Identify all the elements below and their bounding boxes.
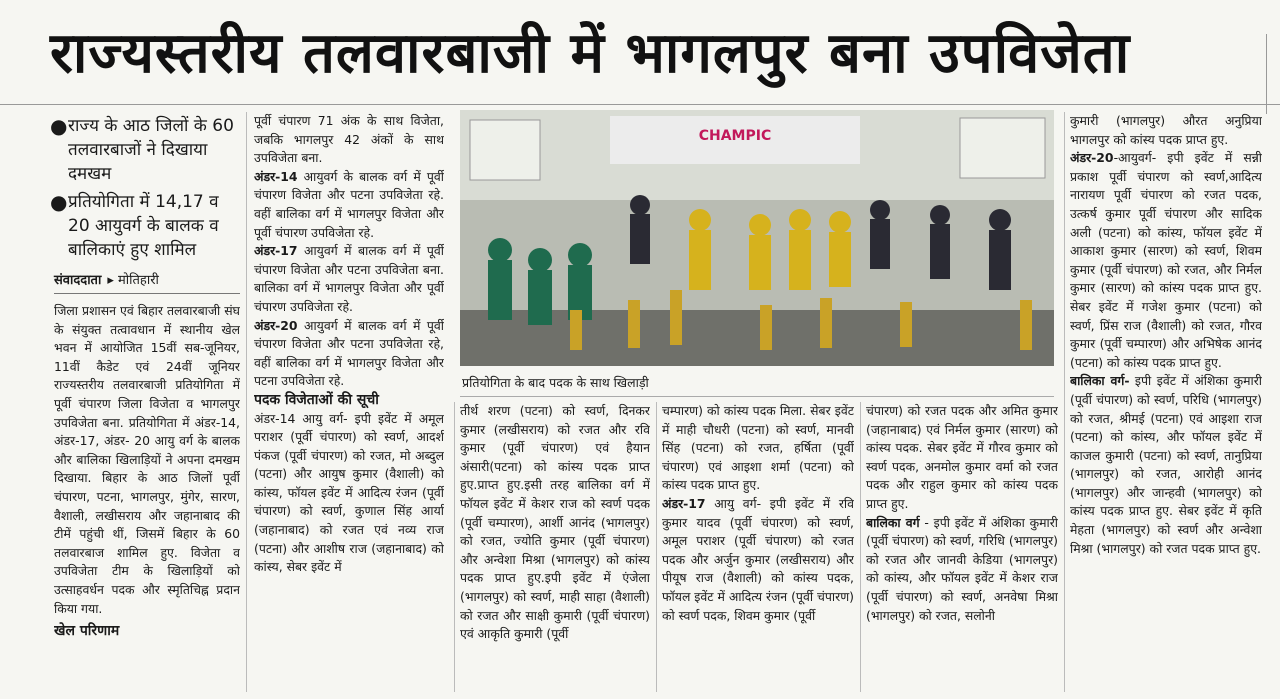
column-divider xyxy=(454,402,455,692)
caption-rule xyxy=(460,396,1054,397)
bullet-icon: ● xyxy=(50,190,68,214)
paragraph: इपी इवेंट में अंशिका कुमारी (पूर्वी चंपारण) को स्वर्ण, परिधि (भागलपुर) को रजत, श्रीमई (पटना) एवं आइशा राज (पटना) को कांस्य, और फॉयल इवेंट में काजल कुमारी (पटना) को स्वर्ण, तानुप्रिया (भागलपुर) को रजत, आरोही आनंद (भागलपुर) और जान्हवी (भागलपुर) को कांस्य पदक प्राप्त हुए. सेबर इवेंट में कृति मेहता (भागलपुर) को स्वर्ण और अन्वेशा मिश्रा (भागलपुर) को रजत पदक प्राप्त हुए. xyxy=(1070,373,1262,556)
column-1 xyxy=(54,302,240,694)
paragraph: - इपी इवेंट में अंशिका कुमारी (पूर्वी चंपारण) को स्वर्ण, गरिधि (भागलपुर) को रजत और जानवी केडिया (भागलपुर) को कांस्य, और फॉयल इवेंट में केशर राज (पूर्वी चंपारण) को स्वर्ण, अनवेषा मिश्रा (भागलपुर) को रजत, सलोनी xyxy=(866,514,1058,623)
paragraph: चम्पारण) को कांस्य पदक मिला. सेबर इवेंट में माही चौधरी (पटना) को स्वर्ण, मानवी सिंह (पटना) को रजत, हर्षिता (पूर्वी चंपारण) एवं आइशा शर्मा (पटना) को कांस्य पदक प्राप्त हुए. xyxy=(662,403,854,493)
paragraph: -आयुवर्ग- इपी इवेंट में सन्नी प्रकाश पूर्वी चंपारण को स्वर्ण,आदित्य नारायण पूर्वी चंपारण को रजत पदक, उत्कर्ष कुमार पूर्वी चंपारण और सादिक अली (पटना) को कांस्य, फॉयल इवेंट में आकाश कुमार (सारण) को स्वर्ण, शिवम कुमार (पूर्वी चंपारण) को रजत, और निर्मल कुमार (सारण) को कांस्य पदक प्राप्त हुए. सेबर इवेंट में गजेश कुमार (पटना) को स्वर्ण, प्रिंस राज (वैशाली) को रजत, गौरव कुमार (पूर्वी चम्पारण) और अभिषेक आनंद (पटना) को कांस्य पदक प्राप्त हुए. xyxy=(1070,150,1262,370)
column-3 xyxy=(460,402,650,692)
highlight-text: राज्य के आठ जिलों के 60 तलवारबाजों ने दिखाया दमखम xyxy=(68,116,234,184)
paragraph: आयुवर्ग में बालक वर्ग में पूर्वी चंपारण विजेता और पटना उपविजेता रहे, वहीं बालिका वर्ग में भागलपुर विजेता और पटना उपविजेता रहे. xyxy=(254,317,444,389)
team-photo-illustration xyxy=(460,110,1054,366)
byline-label: संवाददाता xyxy=(54,273,102,288)
column-2 xyxy=(254,112,444,692)
sub-label: अंडर-14 xyxy=(254,168,298,184)
column-4 xyxy=(662,402,854,692)
highlight-item xyxy=(50,114,240,186)
bullet-icon: ● xyxy=(50,114,68,138)
column-divider xyxy=(246,112,247,692)
highlight-text: प्रतियोगिता में 14,17 व 20 आयुवर्ग के बालक व बालिकाएं हुए शामिल xyxy=(68,192,219,260)
byline-location: मोतिहारी xyxy=(118,273,159,288)
column-6 xyxy=(1070,112,1262,692)
highlight-item xyxy=(50,190,240,262)
paragraph: कुमारी (भागलपुर) औरत अनुप्रिया भागलपुर को कांस्य पदक प्राप्त हुए. xyxy=(1070,113,1262,147)
paragraph: पूर्वी चंपारण 71 अंक के साथ विजेता, जबकि भागलपुर 42 अंकों के साथ उपविजेता बना. xyxy=(254,113,444,166)
column-divider xyxy=(860,402,861,692)
sub-label: अंडर-20 xyxy=(254,317,298,333)
page-edge xyxy=(1266,34,1280,114)
intro-paragraph: जिला प्रशासन एवं बिहार तलवारबाजी संघ के संयुक्त तत्वावधान में स्थानीय खेल भवन में आयोजित 15वीं सब-जूनियर, 11वीं कैडेट एवं 24वीं जूनियर राज्यस्तरीय तलवारबाजी प्रतियोगिता में पूर्वी चंपारण जिला विजेता व भागलपुर उपविजेता बना. प्रतियोगिता में अंडर-14, अंडर-17, अंडर- 20 आयु वर्ग के बालक और बालिका खिलाड़ियों ने अपना दमखम दिखाया. बिहार के आठ जिलों पूर्वी चंपारण, पटना, भागलपुर, मुंगेर, सारण, वैशाली, लखीसराय और जहानाबाद की टीमें पहुंची थीं, जिसमें बिहार के 60 तलवारबाज शामिल हुए. विजेता व उपविजेता टीम के खिलाड़ियों को उत्साहवर्धन पदक और स्मृतिचिह्न प्रदान किया गया. xyxy=(54,303,240,616)
paragraph: आयुवर्ग में बालक वर्ग में पूर्वी चंपारण विजेता और पटना उपविजेता बना. बालिका वर्ग में भागलपुर विजेता और पूर्वी चंपारण उपविजेता रहे. xyxy=(254,243,444,314)
photo-caption: प्रतियोगिता के बाद पदक के साथ खिलाड़ी xyxy=(462,375,649,390)
list-heading: पदक विजेताओं की सूची xyxy=(254,391,379,408)
headline-rule xyxy=(0,104,1280,105)
paragraph: चंपारण) को रजत पदक और अमित कुमार (जहानाबाद) एवं निर्मल कुमार (सारण) को कांस्य पदक. सेबर इवेंट में गौरव कुमार को स्वर्ण पदक, अनमोल कुमार वर्मा को रजत पदक और राहुल कुमार को कांस्य पदक प्राप्त हुए. xyxy=(866,403,1058,511)
highlights xyxy=(50,114,240,266)
sub-label: बालिका वर्ग- xyxy=(1070,373,1130,389)
paragraph: तीर्थ शरण (पटना) को स्वर्ण, दिनकर कुमार (लखीसराय) को रजत और रवि कुमार (पूर्वी चंपारण) एवं हैयान अंसारी(पटना) को कांस्य पदक प्राप्त हुए.प्राप्त हुए.इसी तरह बालिका वर्ग में फॉयल इवेंट में केशर राज को स्वर्ण पदक (पूर्वी चम्पारण), आर्शी आनंद (भागलपुर) को रजत, ज्योति कुमार (पूर्वी चंपारण) और अन्वेशा मिश्रा (भागलपुर) को कांस्य पदक प्राप्त हुए.इपी इवेंट में एंजेला (भागलपुर) को स्वर्ण, माही साहा (वैशाली) को रजत और साक्षी कुमारी (पूर्वी चंपारण) एवं आकृति कुमारी (पूर्वी xyxy=(460,403,650,642)
photo-banner-text: CHAMPIC xyxy=(698,128,772,144)
byline-rule xyxy=(54,293,240,294)
sub-label: अंडर-17 xyxy=(254,243,298,259)
chevron-right-icon: ▸ xyxy=(107,273,114,288)
column-divider xyxy=(656,402,657,692)
headline: राज्यस्तरीय तलवारबाजी में भागलपुर बना उपविजेता xyxy=(50,21,1131,86)
sub-label: बालिका वर्ग xyxy=(866,514,920,530)
sub-label: अंडर-17 xyxy=(662,495,706,511)
results-heading: खेल परिणाम xyxy=(54,623,120,640)
column-5 xyxy=(866,402,1058,692)
paragraph: आयु वर्ग- इपी इवेंट में रवि कुमार यादव (पूर्वी चंपारण) को स्वर्ण, अमूल पराशर (पूर्वी चंपारण) को रजत पदक और अर्जुन कुमार (लखीसराय) और पीयूष राज (वैशाली) को कांस्य पदक, फॉयल इवेंट में आदित्य रंजन (पूर्वी चंपारण) को स्वर्ण पदक, शिवम कुमार (पूर्वी xyxy=(662,495,854,623)
paragraph: अंडर-14 आयु वर्ग- इपी इवेंट में अमूल पराशर (पूर्वी चंपारण) को स्वर्ण, आदर्श पंकज (पूर्वी चंपारण) को रजत, मो अब्दुल (पटना) और आयुष कुमार (वैशाली) को कांस्य, फॉयल इवेंट में आदित्य रंजन (पूर्वी चंपारण) को स्वर्ण, कुणाल सिंह आर्या (जहानाबाद) को रजत एवं नव्य राज (पटना) और आशीष राज (जहानाबाद) को कांस्य, सेबर इवेंट में xyxy=(254,410,444,575)
column-divider xyxy=(1064,112,1065,692)
byline xyxy=(54,270,240,288)
paragraph: आयुवर्ग के बालक वर्ग में पूर्वी चंपारण विजेता और पटना उपविजेता रहे. वहीं बालिका वर्ग में भागलपुर विजेता और पूर्वी चंपारण उपविजेता रहे. xyxy=(254,168,444,240)
team-photo xyxy=(460,110,1054,366)
sub-label: अंडर-20 xyxy=(1070,150,1114,166)
